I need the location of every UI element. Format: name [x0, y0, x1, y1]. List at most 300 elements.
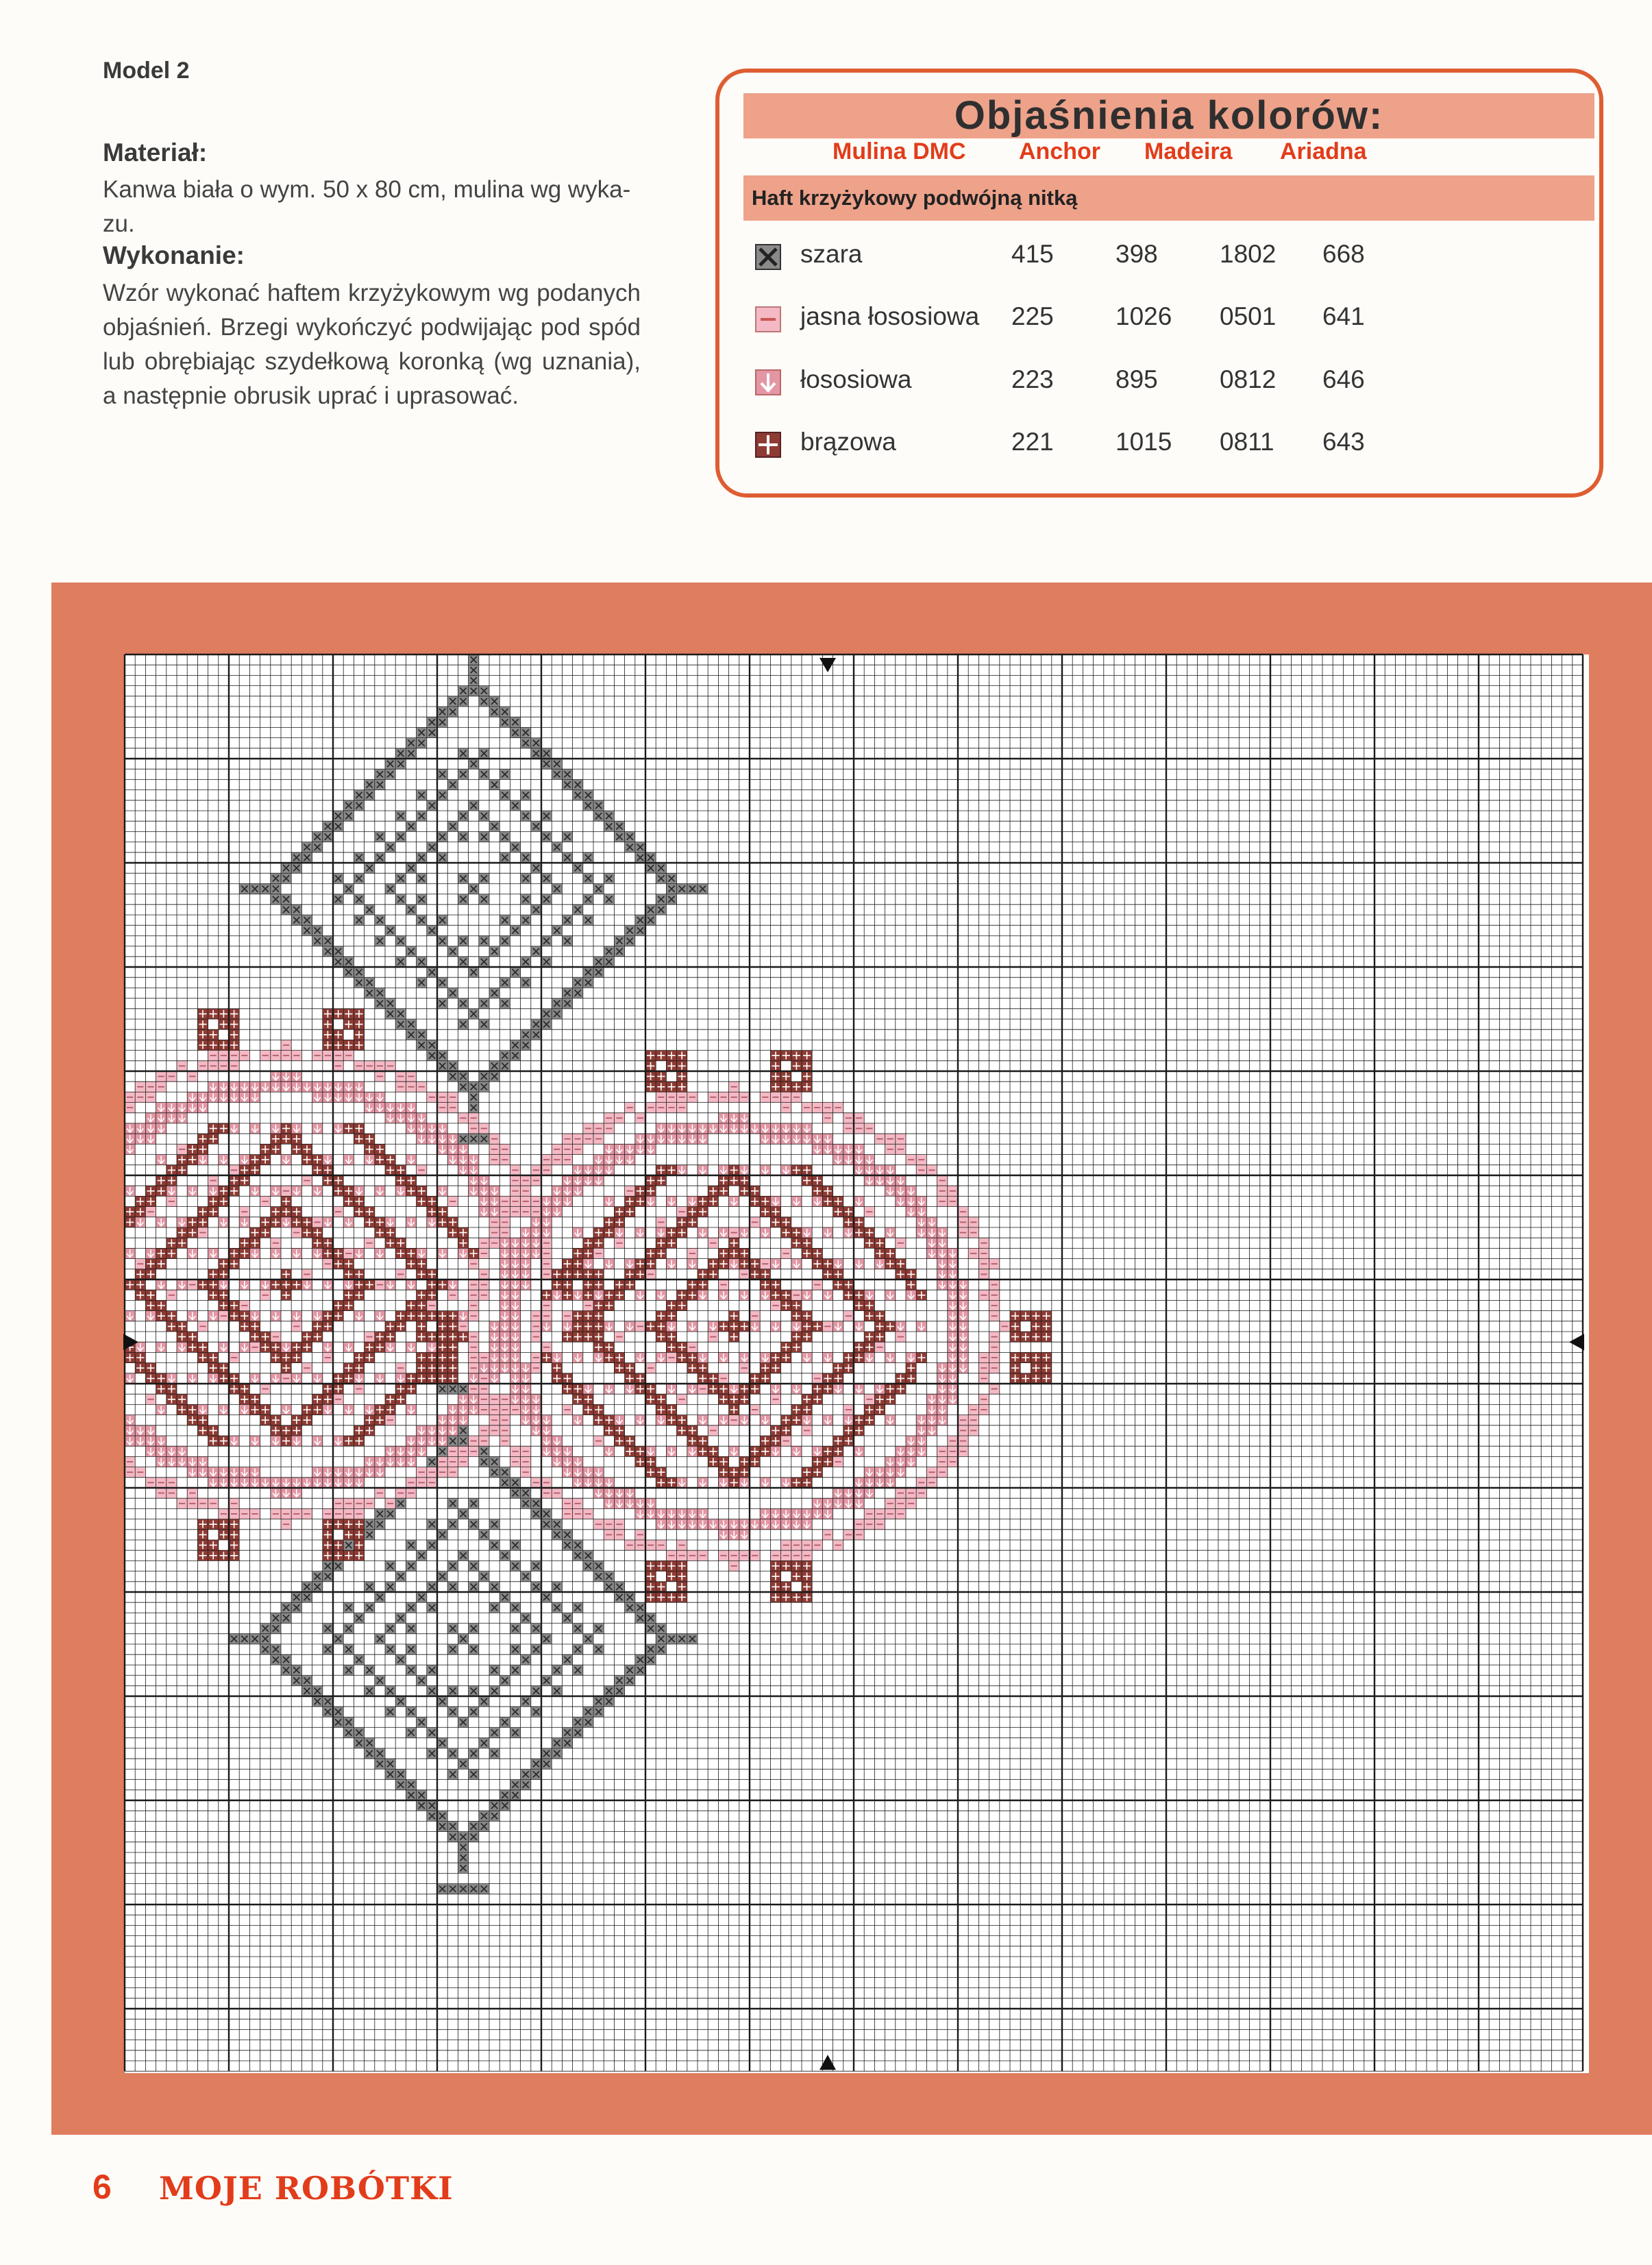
stitch-cell	[833, 1196, 843, 1206]
stitch-cell	[885, 1144, 896, 1154]
stitch-cell	[437, 1280, 447, 1290]
stitch-cell	[937, 1394, 948, 1404]
stitch-cell	[521, 1248, 531, 1258]
stitch-cell	[541, 1311, 552, 1321]
stitch-cell	[354, 915, 364, 925]
stitch-cell	[177, 1227, 187, 1238]
stitch-cell	[552, 1373, 562, 1384]
stitch-cell	[604, 811, 614, 821]
stitch-cell	[469, 1706, 479, 1717]
stitch-cell	[260, 1227, 271, 1238]
stitch-cell	[323, 1508, 333, 1519]
stitch-cell	[260, 1196, 271, 1206]
stitch-cell	[500, 935, 510, 946]
anchor-code: 895	[1115, 365, 1158, 393]
stitch-cell	[333, 1092, 343, 1102]
stitch-cell	[573, 1498, 583, 1508]
stitch-cell	[177, 1238, 187, 1248]
stitch-cell	[208, 1550, 219, 1560]
stitch-cell	[666, 1123, 676, 1134]
stitch-cell	[469, 1259, 479, 1269]
stitch-cell	[583, 1394, 593, 1404]
stitch-cell	[500, 1332, 510, 1342]
stitch-cell	[437, 1884, 447, 1894]
stitch-cell	[677, 1415, 687, 1425]
stitch-cell	[375, 1519, 385, 1530]
stitch-cell	[447, 1821, 458, 1831]
stitch-cell	[208, 1175, 219, 1186]
stitch-cell	[854, 1123, 864, 1134]
stitch-cell	[729, 1123, 739, 1134]
stitch-cell	[208, 1029, 219, 1040]
stitch-cell	[843, 1227, 854, 1238]
stitch-cell	[677, 1508, 687, 1519]
stitch-cell	[343, 1436, 354, 1446]
stitch-cell	[437, 1248, 447, 1258]
stitch-cell	[593, 1624, 604, 1634]
stitch-cell	[458, 1384, 468, 1394]
stitch-cell	[593, 1123, 604, 1134]
stitch-cell	[500, 1467, 510, 1478]
stitch-cell	[323, 821, 333, 831]
stitch-cell	[937, 1269, 948, 1280]
stitch-cell	[479, 1269, 489, 1280]
stitch-cell	[469, 1300, 479, 1310]
stitch-cell	[469, 1821, 479, 1831]
stitch-cell	[145, 1446, 156, 1456]
stitch-cell	[896, 1373, 906, 1384]
stitch-cell	[573, 1717, 583, 1727]
stitch-cell	[427, 1092, 437, 1102]
stitch-cell	[469, 883, 479, 894]
stitch-cell	[593, 1248, 604, 1258]
stitch-cell	[271, 1644, 281, 1654]
stitch-cell	[718, 1321, 728, 1332]
stitch-cell	[271, 1186, 281, 1196]
stitch-cell	[208, 1123, 219, 1134]
stitch-cell	[249, 1186, 260, 1196]
stitch-cell	[552, 1436, 562, 1446]
stitch-cell	[843, 1207, 854, 1217]
stitch-cell	[593, 1404, 604, 1415]
stitch-cell	[978, 1352, 989, 1362]
stitch-cell	[291, 1342, 301, 1352]
stitch-cell	[562, 779, 572, 789]
stitch-cell	[687, 1092, 698, 1102]
stitch-cell	[562, 915, 572, 925]
stitch-cell	[843, 1363, 854, 1373]
stitch-cell	[978, 1259, 989, 1269]
stitch-cell	[177, 1103, 187, 1113]
stitch-cell	[864, 1175, 874, 1186]
stitch-cell	[687, 1259, 698, 1269]
stitch-cell	[510, 1196, 520, 1206]
stitch-cell	[427, 717, 437, 727]
stitch-cell	[1031, 1311, 1041, 1321]
anchor-code: 398	[1115, 240, 1158, 268]
stitch-cell	[156, 1071, 167, 1081]
stitch-cell	[531, 1508, 541, 1519]
stitch-cell	[791, 1342, 802, 1352]
stitch-cell	[479, 935, 489, 946]
stitch-cell	[219, 1019, 229, 1029]
stitch-cell	[854, 1227, 864, 1238]
stitch-cell	[635, 1373, 645, 1384]
stitch-cell	[281, 863, 291, 873]
stitch-cell	[635, 1530, 645, 1540]
stitch-cell	[281, 905, 291, 915]
stitch-cell	[614, 1436, 624, 1446]
stitch-cell	[864, 1415, 874, 1425]
stitch-cell	[958, 1280, 968, 1290]
stitch-cell	[458, 1404, 468, 1415]
stitch-cell	[135, 1092, 145, 1102]
stitch-cell	[208, 1436, 219, 1446]
stitch-cell	[926, 1478, 937, 1488]
stitch-cell	[395, 748, 406, 759]
stitch-cell	[354, 1530, 364, 1540]
stitch-cell	[948, 1342, 958, 1352]
stitch-cell	[562, 853, 572, 863]
stitch-cell	[239, 1238, 249, 1248]
stitch-cell	[177, 1342, 187, 1352]
stitch-cell	[479, 811, 489, 821]
stitch-cell	[541, 1259, 552, 1269]
stitch-cell	[375, 1186, 385, 1196]
stitch-cell	[926, 1165, 937, 1175]
stitch-cell	[593, 1352, 604, 1362]
stitch-cell	[781, 1582, 791, 1592]
stitch-cell	[604, 1488, 614, 1498]
stitch-cell	[656, 1415, 666, 1425]
stitch-cell	[770, 1582, 780, 1592]
stitch-cell	[281, 1436, 291, 1446]
stitch-cell	[365, 1217, 375, 1227]
stitch-cell	[281, 1352, 291, 1362]
stitch-cell	[874, 1384, 885, 1394]
stitch-cell	[385, 1342, 395, 1352]
stitch-cell	[593, 1706, 604, 1717]
stitch-cell	[395, 1384, 406, 1394]
stitch-cell	[677, 1634, 687, 1644]
stitch-cell	[291, 1508, 301, 1519]
stitch-cell	[177, 1155, 187, 1165]
stitch-cell	[469, 1009, 479, 1019]
stitch-cell	[718, 1248, 728, 1258]
stitch-cell	[531, 1706, 541, 1717]
stitch-cell	[208, 1373, 219, 1384]
stitch-cell	[896, 1508, 906, 1519]
stitch-cell	[447, 1290, 458, 1300]
stitch-cell	[645, 1051, 656, 1061]
stitch-cell	[916, 1436, 926, 1446]
stitch-cell	[239, 1081, 249, 1092]
stitch-cell	[458, 1446, 468, 1456]
stitch-cell	[645, 1624, 656, 1634]
stitch-cell	[864, 1155, 874, 1165]
stitch-cell	[197, 1217, 208, 1227]
stitch-cell	[323, 1092, 333, 1102]
stitch-cell	[718, 1384, 728, 1394]
stitch-cell	[635, 1259, 645, 1269]
stitch-cell	[750, 1259, 760, 1269]
stitch-cell	[802, 1508, 812, 1519]
stitch-cell	[552, 1748, 562, 1759]
stitch-cell	[437, 707, 447, 717]
stitch-cell	[375, 1103, 385, 1113]
stitch-cell	[854, 1425, 864, 1436]
stitch-cell	[698, 1207, 708, 1217]
stitch-cell	[521, 1280, 531, 1290]
stitch-cell	[375, 1311, 385, 1321]
stitch-cell	[479, 1436, 489, 1446]
stitch-cell	[510, 1728, 520, 1738]
stitch-cell	[500, 1196, 510, 1206]
stitch-cell	[458, 1884, 468, 1894]
stitch-cell	[260, 1051, 271, 1061]
stitch-cell	[312, 935, 323, 946]
stitch-cell	[239, 1155, 249, 1165]
stitch-cell	[510, 1051, 520, 1061]
stitch-cell	[510, 1175, 520, 1186]
stitch-cell	[469, 1560, 479, 1571]
stitch-cell	[750, 1269, 760, 1280]
stitch-cell	[489, 696, 500, 707]
stitch-cell	[395, 1394, 406, 1404]
stitch-cell	[249, 1321, 260, 1332]
stitch-cell	[406, 1217, 416, 1227]
stitch-cell	[645, 1259, 656, 1269]
ariadna-code: 641	[1322, 302, 1365, 330]
stitch-cell	[385, 1227, 395, 1238]
stitch-cell	[874, 1508, 885, 1519]
stitch-cell	[864, 1394, 874, 1404]
stitch-cell	[417, 1113, 427, 1123]
stitch-cell	[197, 1342, 208, 1352]
stitch-cell	[521, 853, 531, 863]
stitch-cell	[395, 1113, 406, 1123]
stitch-cell	[437, 1530, 447, 1540]
stitch-cell	[219, 1530, 229, 1540]
stitch-cell	[698, 1196, 708, 1206]
stitch-cell	[885, 1134, 896, 1144]
stitch-cell	[635, 1498, 645, 1508]
stitch-cell	[365, 1456, 375, 1467]
stitch-cell	[802, 1321, 812, 1332]
stitch-cell	[219, 1092, 229, 1102]
stitch-cell	[937, 1196, 948, 1206]
stitch-cell	[427, 1728, 437, 1738]
stitch-cell	[843, 1530, 854, 1540]
stitch-cell	[239, 1508, 249, 1519]
stitch-cell	[447, 1769, 458, 1779]
stitch-cell	[614, 1113, 624, 1123]
stitch-cell	[354, 1352, 364, 1362]
stitch-cell	[656, 1092, 666, 1102]
stitch-cell	[521, 1404, 531, 1415]
stitch-cell	[312, 1696, 323, 1706]
stitch-cell	[948, 1332, 958, 1342]
stitch-cell	[271, 1238, 281, 1248]
stitch-cell	[510, 1321, 520, 1332]
stitch-cell	[135, 1363, 145, 1373]
stitch-cell	[770, 1290, 780, 1300]
stitch-cell	[167, 1488, 177, 1498]
stitch-cell	[323, 1540, 333, 1550]
stitch-cell	[500, 1790, 510, 1800]
stitch-cell	[343, 1644, 354, 1654]
stitch-cell	[479, 1821, 489, 1831]
stitch-cell	[562, 988, 572, 998]
stitch-cell	[406, 1071, 416, 1081]
stitch-cell	[479, 686, 489, 696]
stitch-cell	[469, 1363, 479, 1373]
stitch-cell	[447, 1832, 458, 1842]
stitch-cell	[375, 999, 385, 1009]
stitch-cell	[177, 1404, 187, 1415]
stitch-cell	[593, 1238, 604, 1248]
stitch-cell	[916, 1217, 926, 1227]
stitch-cell	[854, 1488, 864, 1498]
stitch-cell	[447, 696, 458, 707]
stitch-cell	[812, 1373, 822, 1384]
stitch-cell	[958, 1352, 968, 1362]
stitch-cell	[739, 1248, 750, 1258]
stitch-cell	[854, 1155, 864, 1165]
stitch-cell	[583, 1165, 593, 1175]
stitch-cell	[291, 1217, 301, 1227]
stitch-cell	[885, 1498, 896, 1508]
stitch-cell	[417, 1081, 427, 1092]
stitch-cell	[229, 1165, 239, 1175]
stitch-cell	[885, 1352, 896, 1362]
stitch-cell	[593, 957, 604, 967]
stitch-cell	[583, 1550, 593, 1560]
stitch-cell	[489, 1207, 500, 1217]
stitch-cell	[978, 1290, 989, 1300]
stitch-cell	[385, 1644, 395, 1654]
stitch-cell	[864, 1238, 874, 1248]
stitch-cell	[323, 1217, 333, 1227]
stitch-cell	[718, 1550, 728, 1560]
stitch-cell	[541, 1446, 552, 1456]
stitch-cell	[521, 1415, 531, 1425]
stitch-cell	[406, 1446, 416, 1456]
stitch-cell	[500, 1300, 510, 1310]
stitch-cell	[916, 1290, 926, 1300]
stitch-cell	[281, 1602, 291, 1613]
stitch-cell	[562, 1269, 572, 1280]
stitch-cell	[219, 1519, 229, 1530]
stitch-cell	[417, 1040, 427, 1050]
stitch-cell	[291, 1436, 301, 1446]
stitch-cell	[343, 957, 354, 967]
stitch-cell	[583, 1404, 593, 1415]
stitch-cell	[156, 1280, 167, 1290]
stitch-cell	[708, 1446, 718, 1456]
stitch-cell	[843, 1155, 854, 1165]
stitch-cell	[750, 1446, 760, 1456]
stitch-cell	[260, 1144, 271, 1154]
stitch-cell	[167, 1248, 177, 1258]
stitch-cell	[291, 1144, 301, 1154]
stitch-cell	[354, 1186, 364, 1196]
stitch-cell	[687, 1248, 698, 1258]
stitch-cell	[365, 988, 375, 998]
stitch-cell	[854, 1342, 864, 1352]
stitch-cell	[437, 1321, 447, 1332]
stitch-cell	[916, 1165, 926, 1175]
stitch-cell	[666, 1321, 676, 1332]
stitch-cell	[521, 1488, 531, 1498]
stitch-cell	[312, 1051, 323, 1061]
stitch-cell	[417, 1373, 427, 1384]
stitch-cell	[145, 1373, 156, 1384]
stitch-cell	[656, 873, 666, 883]
stitch-cell	[739, 1415, 750, 1425]
stitch-cell	[156, 1123, 167, 1134]
stitch-cell	[812, 1134, 822, 1144]
stitch-cell	[562, 1134, 572, 1144]
stitch-cell	[906, 1363, 916, 1373]
stitch-cell	[406, 1155, 416, 1165]
stitch-cell	[687, 1436, 698, 1446]
stitch-cell	[271, 1248, 281, 1258]
stitch-cell	[906, 1280, 916, 1290]
stitch-cell	[926, 1248, 937, 1258]
stitch-cell	[187, 1342, 197, 1352]
stitch-cell	[489, 988, 500, 998]
stitch-cell	[583, 853, 593, 863]
stitch-cell	[458, 686, 468, 696]
stitch-cell	[187, 1456, 197, 1467]
stitch-cell	[469, 1165, 479, 1175]
stitch-cell	[562, 1540, 572, 1550]
stitch-cell	[437, 1373, 447, 1384]
stitch-cell	[385, 1217, 395, 1227]
stitch-cell	[385, 769, 395, 779]
stitch-cell	[469, 1582, 479, 1592]
stitch-cell	[145, 1478, 156, 1488]
stitch-cell	[385, 1394, 395, 1404]
stitch-cell	[781, 1217, 791, 1227]
stitch-cell	[447, 1748, 458, 1759]
stitch-cell	[145, 1207, 156, 1217]
stitch-cell	[301, 1217, 312, 1227]
stitch-cell	[312, 1404, 323, 1415]
stitch-cell	[729, 1238, 739, 1248]
stitch-cell	[541, 1436, 552, 1446]
stitch-cell	[1041, 1321, 1052, 1332]
stitch-cell	[343, 1478, 354, 1488]
stitch-cell	[437, 1352, 447, 1362]
stitch-cell	[229, 1051, 239, 1061]
stitch-cell	[447, 1217, 458, 1227]
stitch-cell	[447, 1582, 458, 1592]
stitch-cell	[365, 1602, 375, 1613]
stitch-cell	[447, 1342, 458, 1352]
stitch-cell	[145, 1134, 156, 1144]
stitch-cell	[437, 1342, 447, 1352]
stitch-cell	[645, 915, 656, 925]
stitch-cell	[885, 1508, 896, 1519]
stitch-cell	[552, 925, 562, 935]
stitch-cell	[458, 1415, 468, 1425]
stitch-cell	[417, 1800, 427, 1811]
stitch-cell	[489, 1373, 500, 1384]
stitch-cell	[958, 1415, 968, 1425]
stitch-cell	[417, 1436, 427, 1446]
